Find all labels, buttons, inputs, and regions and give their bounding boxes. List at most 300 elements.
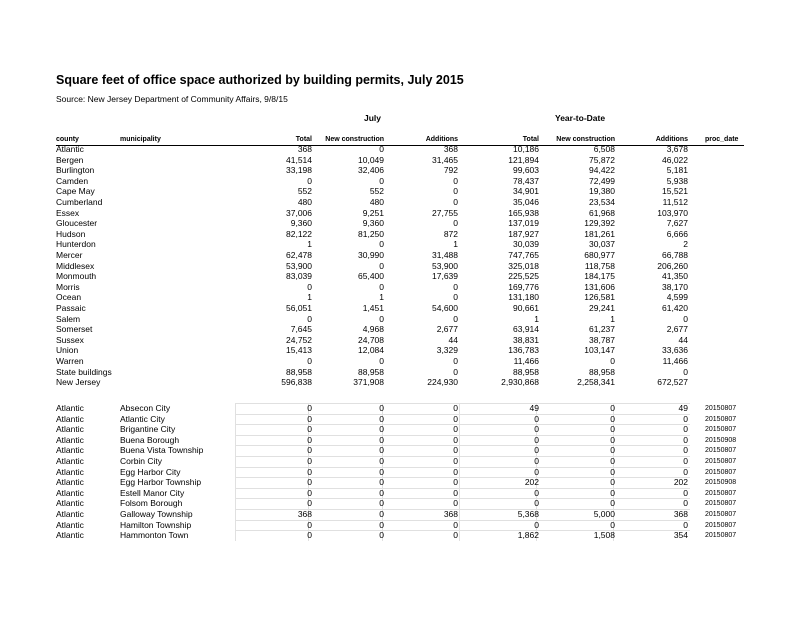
county-cell: New Jersey — [56, 377, 101, 388]
ytd-new-construction-cell: 103,147 — [584, 345, 615, 356]
ytd-additions-cell: 2 — [683, 239, 688, 250]
total-cell: 15,413 — [286, 345, 312, 356]
additions-cell: 1 — [453, 239, 458, 250]
cell-gridline — [235, 403, 308, 414]
new-construction-cell: 0 — [379, 175, 384, 186]
ytd-new-construction-cell: 0 — [610, 498, 615, 509]
county-cell: Hudson — [56, 228, 86, 239]
cell-gridline — [536, 424, 613, 435]
header-ytd-total: Total — [522, 136, 539, 143]
total-cell: 1 — [307, 292, 312, 303]
proc-date-cell: 20150807 — [705, 415, 737, 423]
municipality-cell: Egg Harbor Township — [120, 477, 202, 488]
county-cell: Atlantic — [56, 530, 84, 541]
cell-gridline — [308, 477, 383, 488]
ytd-new-construction-cell: 29,241 — [589, 303, 615, 313]
additions-cell: 17,639 — [432, 271, 458, 282]
proc-date-cell: 20150807 — [705, 405, 737, 412]
total-cell: 0 — [307, 477, 312, 488]
table-row — [0, 520, 800, 531]
ytd-new-construction-cell: 181,261 — [584, 228, 615, 239]
municipality-cell: Absecon City — [120, 403, 171, 413]
additions-cell: 31,488 — [432, 250, 458, 260]
ytd-additions-cell: 11,512 — [662, 197, 688, 207]
new-construction-cell: 0 — [379, 487, 384, 498]
new-construction-cell: 0 — [379, 509, 384, 519]
cell-gridline — [536, 477, 613, 488]
county-cell: Bergen — [56, 154, 84, 165]
total-cell: 0 — [307, 445, 312, 456]
total-cell: 0 — [307, 313, 312, 324]
cell-gridline — [235, 456, 308, 467]
additions-cell: 792 — [443, 165, 458, 176]
report-source: Source: New Jersey Department of Community Affairs, 9/8/15 — [56, 94, 288, 104]
header-ytd-new-construction: New construction — [556, 136, 615, 143]
additions-cell: 0 — [453, 356, 458, 366]
cell-gridline — [382, 456, 459, 467]
county-cell: Passaic — [56, 303, 86, 313]
ytd-additions-cell: 202 — [673, 477, 688, 488]
municipality-cell: Estell Manor City — [120, 487, 185, 498]
ytd-total-cell: 202 — [524, 477, 539, 488]
ytd-total-cell: 10,186 — [513, 144, 539, 154]
ytd-new-construction-cell: 30,037 — [589, 239, 615, 250]
total-cell: 0 — [307, 498, 312, 509]
county-cell: Gloucester — [56, 218, 98, 229]
additions-cell: 53,900 — [432, 260, 458, 271]
additions-cell: 0 — [453, 413, 458, 424]
additions-cell: 0 — [453, 477, 458, 488]
total-cell: 41,514 — [286, 154, 312, 165]
ytd-additions-cell: 5,938 — [666, 175, 688, 186]
total-cell: 0 — [307, 456, 312, 466]
new-construction-cell: 0 — [379, 477, 384, 488]
additions-cell: 0 — [453, 186, 458, 197]
ytd-new-construction-cell: 126,581 — [584, 292, 615, 303]
new-construction-cell: 0 — [379, 466, 384, 477]
county-cell: Atlantic — [56, 403, 84, 413]
ytd-additions-cell: 11,466 — [662, 356, 688, 366]
cell-gridline — [235, 530, 308, 541]
ytd-total-cell: 0 — [534, 456, 539, 466]
ytd-total-cell: 325,018 — [508, 260, 539, 271]
cell-gridline — [235, 520, 308, 531]
ytd-total-cell: 90,661 — [513, 303, 539, 313]
cell-gridline — [308, 456, 383, 467]
ytd-additions-cell: 0 — [683, 487, 688, 498]
table-row — [0, 165, 800, 176]
additions-cell: 0 — [453, 313, 458, 324]
cell-gridline — [459, 520, 536, 531]
cell-gridline — [308, 445, 383, 456]
cell-gridline — [459, 456, 536, 467]
municipality-cell: Egg Harbor City — [120, 466, 181, 477]
new-construction-cell: 0 — [379, 144, 384, 154]
county-cell: Atlantic — [56, 424, 84, 435]
cell-gridline — [459, 435, 536, 446]
header-additions: Additions — [425, 136, 458, 143]
county-cell: Salem — [56, 313, 81, 324]
additions-cell: 872 — [443, 228, 458, 239]
header-county: county — [56, 136, 79, 143]
ytd-new-construction-cell: 0 — [610, 456, 615, 466]
county-cell: State buildings — [56, 366, 112, 377]
new-construction-cell: 12,084 — [358, 345, 384, 356]
group-header-ytd: Year-to-Date — [555, 113, 606, 123]
ytd-total-cell: 63,914 — [513, 324, 539, 335]
ytd-new-construction-cell: 2,258,341 — [577, 377, 615, 388]
ytd-additions-cell: 206,260 — [657, 260, 688, 271]
additions-cell: 31,465 — [432, 154, 458, 165]
cell-gridline — [536, 498, 613, 509]
new-construction-cell: 0 — [379, 498, 384, 509]
cell-gridline — [459, 414, 536, 425]
cell-gridline — [382, 477, 459, 488]
new-construction-cell: 0 — [379, 281, 384, 292]
table-row — [0, 144, 800, 155]
cell-gridline — [308, 488, 383, 499]
ytd-new-construction-cell: 19,380 — [589, 186, 615, 197]
additions-cell: 54,600 — [432, 303, 458, 313]
cell-gridline — [235, 467, 308, 478]
header-total: Total — [295, 136, 312, 143]
cell-gridline — [536, 456, 613, 467]
county-cell: Burlington — [56, 165, 95, 176]
cell-gridline — [308, 530, 383, 541]
ytd-new-construction-cell: 0 — [610, 487, 615, 498]
ytd-new-construction-cell: 0 — [610, 434, 615, 445]
ytd-additions-cell: 0 — [683, 366, 688, 377]
total-cell: 0 — [307, 424, 312, 435]
ytd-new-construction-cell: 88,958 — [589, 366, 615, 377]
ytd-total-cell: 1 — [534, 313, 539, 324]
table-row — [0, 509, 800, 520]
ytd-total-cell: 0 — [534, 487, 539, 498]
new-construction-cell: 32,406 — [358, 165, 384, 176]
ytd-additions-cell: 0 — [683, 445, 688, 456]
table-row — [0, 424, 800, 435]
ytd-new-construction-cell: 0 — [610, 356, 615, 366]
total-cell: 82,122 — [286, 228, 312, 239]
cell-gridline — [382, 530, 459, 541]
cell-gridline — [235, 414, 308, 425]
cell-gridline — [613, 520, 690, 531]
total-cell: 24,752 — [286, 334, 312, 345]
new-construction-cell: 0 — [379, 424, 384, 435]
table-row — [0, 456, 800, 467]
additions-cell: 0 — [453, 175, 458, 186]
ytd-total-cell: 121,894 — [508, 154, 539, 165]
total-cell: 88,958 — [286, 366, 312, 377]
cell-gridline — [613, 498, 690, 509]
ytd-total-cell: 0 — [534, 466, 539, 477]
cell-gridline — [613, 414, 690, 425]
table-row — [0, 250, 800, 261]
proc-date-cell: 20150908 — [705, 479, 737, 487]
table-row — [0, 197, 800, 208]
new-construction-cell: 0 — [379, 445, 384, 456]
ytd-additions-cell: 0 — [683, 413, 688, 424]
ytd-new-construction-cell: 0 — [610, 445, 615, 456]
new-construction-cell: 0 — [379, 456, 384, 466]
municipality-cell: Buena Borough — [120, 434, 180, 445]
table-row — [0, 498, 800, 509]
ytd-total-cell: 136,783 — [508, 345, 539, 356]
ytd-additions-cell: 354 — [673, 530, 688, 541]
cell-gridline — [459, 488, 536, 499]
municipality-cell: Hammonton Town — [120, 530, 189, 541]
table-row — [0, 335, 800, 346]
table-row — [0, 403, 800, 414]
cell-gridline — [382, 488, 459, 499]
new-construction-cell: 0 — [379, 260, 384, 271]
table-row — [0, 467, 800, 478]
additions-cell: 0 — [453, 498, 458, 509]
additions-cell: 0 — [453, 466, 458, 477]
cell-gridline — [536, 403, 613, 414]
new-construction-cell: 10,049 — [358, 154, 384, 165]
cell-gridline — [382, 414, 459, 425]
cell-gridline — [613, 456, 690, 467]
total-cell: 0 — [307, 403, 312, 413]
total-cell: 480 — [297, 197, 312, 207]
additions-cell: 2,677 — [436, 324, 458, 335]
cell-gridline — [382, 445, 459, 456]
ytd-new-construction-cell: 184,175 — [584, 271, 615, 282]
table-row — [0, 261, 800, 272]
cell-gridline — [459, 424, 536, 435]
new-construction-cell: 0 — [379, 313, 384, 324]
cell-gridline — [235, 424, 308, 435]
cell-gridline — [235, 477, 308, 488]
county-cell: Atlantic — [56, 519, 84, 530]
cell-gridline — [536, 435, 613, 446]
header-municipality: municipality — [120, 136, 161, 143]
ytd-total-cell: 30,039 — [513, 239, 539, 250]
new-construction-cell: 0 — [379, 413, 384, 424]
ytd-additions-cell: 61,420 — [662, 303, 688, 313]
ytd-additions-cell: 6,666 — [666, 228, 688, 239]
cell-gridline — [459, 498, 536, 509]
municipality-cell: Corbin City — [120, 456, 163, 466]
cell-gridline — [382, 403, 459, 414]
municipality-cell: Atlantic City — [120, 413, 165, 424]
cell-gridline — [308, 435, 383, 446]
cell-gridline — [235, 498, 308, 509]
ytd-new-construction-cell: 129,392 — [584, 218, 615, 229]
cell-gridline — [536, 488, 613, 499]
proc-date-cell: 20150908 — [705, 436, 737, 444]
ytd-total-cell: 0 — [534, 424, 539, 435]
county-cell: Union — [56, 345, 79, 356]
county-cell: Atlantic — [56, 466, 84, 477]
header-proc-date: proc_date — [705, 136, 739, 143]
cell-gridline — [235, 445, 308, 456]
proc-date-cell: 20150807 — [705, 532, 737, 540]
ytd-total-cell: 0 — [534, 445, 539, 456]
table-row — [0, 314, 800, 325]
cell-gridline — [235, 488, 308, 499]
table-row — [0, 530, 800, 541]
ytd-additions-cell: 46,022 — [662, 154, 688, 165]
county-cell: Sussex — [56, 334, 84, 345]
report-title: Square feet of office space authorized by building permits, July 2015 — [56, 73, 464, 87]
table-row — [0, 229, 800, 240]
ytd-total-cell: 0 — [534, 498, 539, 509]
table-row — [0, 292, 800, 303]
table-row — [0, 477, 800, 488]
total-cell: 0 — [307, 413, 312, 424]
ytd-additions-cell: 0 — [683, 424, 688, 435]
county-cell: Middlesex — [56, 260, 95, 271]
additions-cell: 3,329 — [436, 345, 458, 356]
new-construction-cell: 1 — [379, 292, 384, 303]
cell-gridline — [536, 520, 613, 531]
additions-cell: 0 — [453, 434, 458, 445]
county-cell: Essex — [56, 207, 80, 218]
ytd-new-construction-cell: 38,787 — [589, 334, 615, 345]
total-cell: 0 — [307, 434, 312, 445]
cell-gridline — [308, 498, 383, 509]
header-new-construction: New construction — [325, 136, 384, 143]
additions-cell: 368 — [443, 144, 458, 154]
additions-cell: 0 — [453, 197, 458, 207]
new-construction-cell: 88,958 — [358, 366, 384, 377]
table-row — [0, 445, 800, 456]
cell-gridline — [536, 467, 613, 478]
proc-date-cell: 20150807 — [705, 521, 737, 529]
additions-cell: 0 — [453, 366, 458, 377]
county-cell: Atlantic — [56, 456, 84, 466]
county-cell: Cumberland — [56, 197, 103, 207]
cell-gridline — [308, 509, 383, 520]
new-construction-cell: 0 — [379, 239, 384, 250]
ytd-additions-cell: 49 — [678, 403, 688, 413]
additions-cell: 0 — [453, 487, 458, 498]
total-cell: 56,051 — [286, 303, 312, 313]
municipality-cell: Brigantine City — [120, 424, 176, 435]
ytd-total-cell: 5,368 — [517, 509, 539, 519]
ytd-new-construction-cell: 61,237 — [589, 324, 615, 335]
ytd-total-cell: 78,437 — [513, 175, 539, 186]
table-row — [0, 282, 800, 293]
ytd-additions-cell: 0 — [683, 313, 688, 324]
county-cell: Morris — [56, 281, 80, 292]
cell-gridline — [459, 445, 536, 456]
ytd-total-cell: 137,019 — [508, 218, 539, 229]
total-cell: 552 — [297, 186, 312, 197]
cell-gridline — [308, 520, 383, 531]
ytd-total-cell: 0 — [534, 519, 539, 530]
ytd-total-cell: 187,927 — [508, 228, 539, 239]
total-cell: 0 — [307, 487, 312, 498]
total-cell: 1 — [307, 239, 312, 250]
proc-date-cell: 20150807 — [705, 511, 737, 518]
table-row — [0, 488, 800, 499]
county-cell: Atlantic — [56, 445, 84, 456]
county-cell: Camden — [56, 175, 89, 186]
county-cell: Hunterdon — [56, 239, 96, 250]
cell-gridline — [613, 435, 690, 446]
table-row — [0, 414, 800, 425]
total-cell: 0 — [307, 519, 312, 530]
ytd-total-cell: 34,901 — [513, 186, 539, 197]
cell-gridline — [459, 467, 536, 478]
total-cell: 62,478 — [286, 250, 312, 260]
total-cell: 368 — [297, 509, 312, 519]
additions-cell: 0 — [453, 281, 458, 292]
table-row — [0, 435, 800, 446]
new-construction-cell: 480 — [369, 197, 384, 207]
table-row — [0, 367, 800, 378]
proc-date-cell: 20150807 — [705, 458, 737, 465]
proc-date-cell: 20150807 — [705, 468, 737, 476]
total-cell: 0 — [307, 356, 312, 366]
county-cell: Somerset — [56, 324, 93, 335]
additions-cell: 0 — [453, 456, 458, 466]
additions-cell: 0 — [453, 403, 458, 413]
table-row — [0, 186, 800, 197]
cell-gridline — [308, 403, 383, 414]
ytd-total-cell: 38,831 — [513, 334, 539, 345]
ytd-new-construction-cell: 0 — [610, 403, 615, 413]
table-row — [0, 239, 800, 250]
ytd-additions-cell: 0 — [683, 519, 688, 530]
new-construction-cell: 0 — [379, 519, 384, 530]
ytd-new-construction-cell: 5,000 — [593, 509, 615, 519]
table-row — [0, 356, 800, 367]
ytd-total-cell: 11,466 — [513, 356, 539, 366]
ytd-additions-cell: 0 — [683, 434, 688, 445]
ytd-total-cell: 165,938 — [508, 207, 539, 218]
total-cell: 0 — [307, 281, 312, 292]
municipality-cell: Folsom Borough — [120, 498, 183, 509]
new-construction-cell: 24,708 — [358, 334, 384, 345]
cell-gridline — [235, 435, 308, 446]
total-cell: 83,039 — [286, 271, 312, 282]
total-cell: 368 — [297, 144, 312, 154]
ytd-new-construction-cell: 23,534 — [589, 197, 615, 207]
county-cell: Cape May — [56, 186, 95, 197]
additions-cell: 0 — [453, 530, 458, 541]
county-cell: Atlantic — [56, 413, 84, 424]
ytd-new-construction-cell: 118,758 — [584, 260, 615, 271]
header-ytd-additions: Additions — [655, 136, 688, 143]
ytd-additions-cell: 2,677 — [666, 324, 688, 335]
table-row — [0, 271, 800, 282]
ytd-total-cell: 225,525 — [508, 271, 539, 282]
cell-gridline — [459, 403, 536, 414]
ytd-new-construction-cell: 6,508 — [593, 144, 615, 154]
total-cell: 0 — [307, 466, 312, 477]
additions-cell: 44 — [448, 334, 458, 345]
table-row — [0, 303, 800, 314]
ytd-additions-cell: 672,527 — [657, 377, 688, 388]
cell-gridline — [382, 435, 459, 446]
group-header-july: July — [364, 113, 382, 123]
table-row — [0, 208, 800, 219]
county-cell: Atlantic — [56, 434, 84, 445]
ytd-total-cell: 747,765 — [508, 250, 539, 260]
municipality-cell: Galloway Township — [120, 509, 193, 519]
cell-gridline — [382, 520, 459, 531]
additions-cell: 0 — [453, 424, 458, 435]
new-construction-cell: 65,400 — [358, 271, 384, 282]
proc-date-cell: 20150807 — [705, 426, 737, 434]
ytd-total-cell: 99,603 — [513, 165, 539, 176]
ytd-new-construction-cell: 0 — [610, 477, 615, 488]
cell-gridline — [613, 488, 690, 499]
